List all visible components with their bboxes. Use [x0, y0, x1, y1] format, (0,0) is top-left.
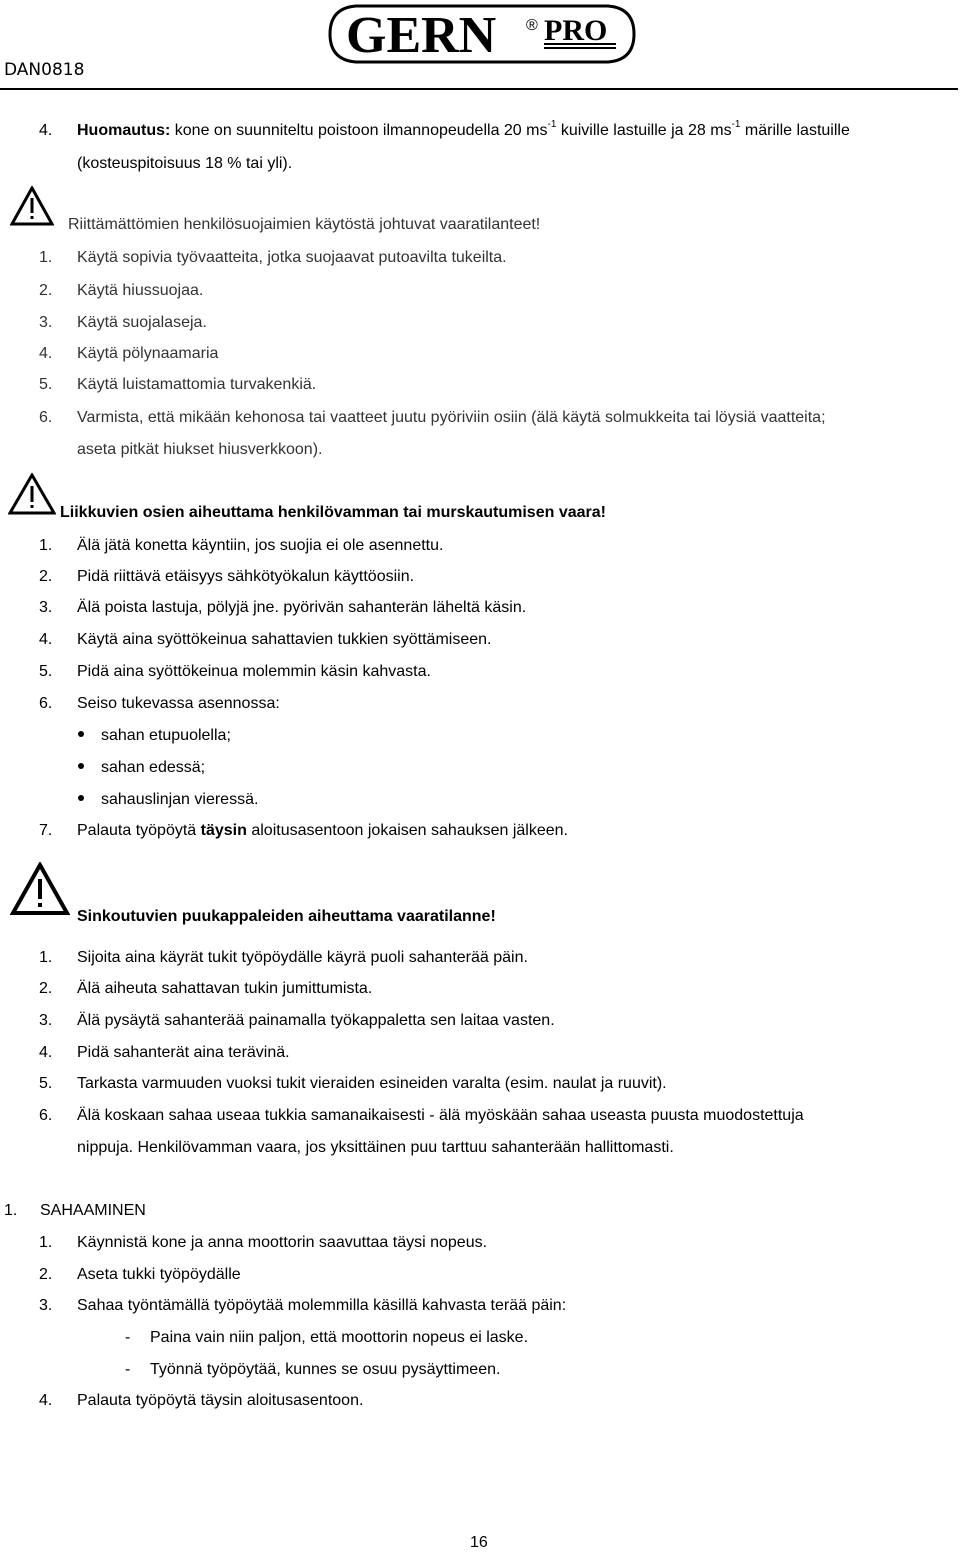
- bullet-dot: [78, 731, 84, 737]
- warning-triangle-icon: [10, 862, 70, 916]
- list-item: Käytä aina syöttökeinua sahattavien tukkien syöttämiseen.: [77, 631, 492, 648]
- list-item-continuation: nippuja. Henkilövamman vaara, jos yksittäinen puu tarttuu sahanterään hallittomasti.: [77, 1139, 674, 1156]
- list-number: 4.: [39, 345, 53, 362]
- note-line: [77, 118, 850, 141]
- list-number: 1.: [39, 1234, 53, 1251]
- superscript: -1: [547, 118, 557, 130]
- note-text-b: kuiville lastuille ja 28 ms: [556, 122, 732, 139]
- list-number: 3.: [39, 1012, 53, 1029]
- list-number: 3.: [39, 1297, 53, 1314]
- list-number: 7.: [39, 822, 53, 839]
- list-item: Käynnistä kone ja anna moottorin saavuttaa täysi nopeus.: [77, 1234, 488, 1251]
- note-line-2: (kosteuspitoisuus 18 % tai yli).: [77, 155, 293, 172]
- list-item: Sahaa työntämällä työpöytää molemmilla käsillä kahvasta terää päin:: [77, 1297, 567, 1314]
- page-number: 16: [470, 1534, 488, 1551]
- list-number: 5.: [39, 663, 53, 680]
- warning-triangle-icon: [10, 186, 54, 226]
- list-number: 2.: [39, 282, 53, 299]
- logo-sub-text: PRO: [544, 14, 608, 47]
- logo-registered-mark: ®: [526, 17, 538, 34]
- list-number: 1.: [39, 949, 53, 966]
- list-item: Käytä suojalaseja.: [77, 314, 207, 331]
- section-title-moving-parts: Liikkuvien osien aiheuttama henkilövamman tai murskautumisen vaara!: [60, 504, 606, 521]
- list-number: 5.: [39, 1075, 53, 1092]
- note-text-a: kone on suunniteltu poistoon ilmannopeudella 20 ms: [170, 122, 548, 139]
- list-number: 4.: [39, 1044, 53, 1061]
- list-number: 6.: [39, 1107, 53, 1124]
- bullet-dot: [78, 763, 84, 769]
- list-number: 1.: [39, 537, 53, 554]
- list-item-continuation: aseta pitkät hiukset hiusverkkoon).: [77, 441, 323, 458]
- list-number: 2.: [39, 1266, 53, 1283]
- list-item: Käytä sopivia työvaatteita, jotka suojaavat putoavilta tukeilta.: [77, 249, 507, 266]
- list-item: Tarkasta varmuuden vuoksi tukit vieraiden esineiden varalta (esim. naulat ja ruuvit).: [77, 1075, 667, 1092]
- bullet-item: sahan edessä;: [101, 759, 206, 776]
- item7-emphasis: täysin: [200, 822, 247, 839]
- note-label: Huomautus:: [77, 122, 171, 139]
- list-number: 5.: [39, 376, 53, 393]
- logo-brand-text: GERN: [346, 7, 497, 64]
- list-item: Älä koskaan sahaa useaa tukkia samanaikaisesti - älä myöskään sahaa useasta puusta muodostettuja: [77, 1107, 804, 1124]
- list-item: Aseta tukki työpöydälle: [77, 1266, 241, 1283]
- list-item: Palauta työpöytä täysin aloitusasentoon.: [77, 1392, 364, 1409]
- list-number: 4.: [39, 122, 53, 139]
- list-item: Sijoita aina käyrät tukit työpöydälle käyrä puoli sahanterää päin.: [77, 949, 528, 966]
- list-item: Älä jätä konetta käyntiin, jos suojia ei ole asennettu.: [77, 537, 444, 554]
- header-divider: [0, 88, 958, 90]
- list-item: Käytä hiussuojaa.: [77, 282, 204, 299]
- bullet-item: sahauslinjan vieressä.: [101, 791, 259, 808]
- item7-text-c: aloitusasentoon jokaisen sahauksen jälkeen.: [246, 822, 568, 839]
- list-item: Seiso tukevassa asennossa:: [77, 695, 280, 712]
- list-number: 3.: [39, 599, 53, 616]
- gern-pro-logo: [326, 2, 638, 66]
- note-text-c: märille lastuille: [740, 122, 850, 139]
- dash-item: Paina vain niin paljon, että moottorin nopeus ei laske.: [150, 1329, 529, 1346]
- list-item: Käytä luistamattomia turvakenkiä.: [77, 376, 317, 393]
- warning-triangle-icon: [8, 473, 56, 515]
- list-number: 4.: [39, 631, 53, 648]
- list-number: 3.: [39, 314, 53, 331]
- document-code: DAN0818: [4, 60, 85, 80]
- list-item: Älä poista lastuja, pölyjä jne. pyörivän sahanterän läheltä käsin.: [77, 599, 527, 616]
- list-item: [77, 821, 568, 841]
- section-number: 1.: [4, 1202, 18, 1219]
- dash-marker: -: [125, 1361, 131, 1378]
- bullet-item: sahan etupuolella;: [101, 727, 231, 744]
- list-item: Pidä aina syöttökeinua molemmin käsin kahvasta.: [77, 663, 431, 680]
- bullet-dot: [78, 795, 84, 801]
- list-number: 4.: [39, 1392, 53, 1409]
- dash-item: Työnnä työpöytää, kunnes se osuu pysäyttimeen.: [150, 1361, 501, 1378]
- list-item: Pidä riittävä etäisyys sähkötyökalun käyttöosiin.: [77, 568, 415, 585]
- list-number: 2.: [39, 980, 53, 997]
- list-item: Pidä sahanterät aina terävinä.: [77, 1044, 290, 1061]
- list-item: Älä aiheuta sahattavan tukin jumittumista.: [77, 980, 373, 997]
- list-number: 6.: [39, 409, 53, 426]
- section-title-sawing: SAHAAMINEN: [40, 1202, 146, 1219]
- section-title-projectiles: Sinkoutuvien puukappaleiden aiheuttama vaaratilanne!: [77, 908, 496, 925]
- list-number: 6.: [39, 695, 53, 712]
- list-number: 2.: [39, 568, 53, 585]
- dash-marker: -: [125, 1329, 131, 1346]
- superscript: -1: [731, 118, 741, 130]
- section-title-ppe: Riittämättömien henkilösuojaimien käytöstä johtuvat vaaratilanteet!: [68, 216, 541, 233]
- list-item: Käytä pölynaamaria: [77, 345, 219, 362]
- item7-text-a: Palauta työpöytä: [77, 822, 201, 839]
- list-item: Älä pysäytä sahanterää painamalla työkappaletta sen laitaa vasten.: [77, 1012, 555, 1029]
- list-item: Varmista, että mikään kehonosa tai vaatteet juutu pyöriviin osiin (älä käytä solmukkeita tai löysiä vaatteita;: [77, 409, 826, 426]
- list-number: 1.: [39, 249, 53, 266]
